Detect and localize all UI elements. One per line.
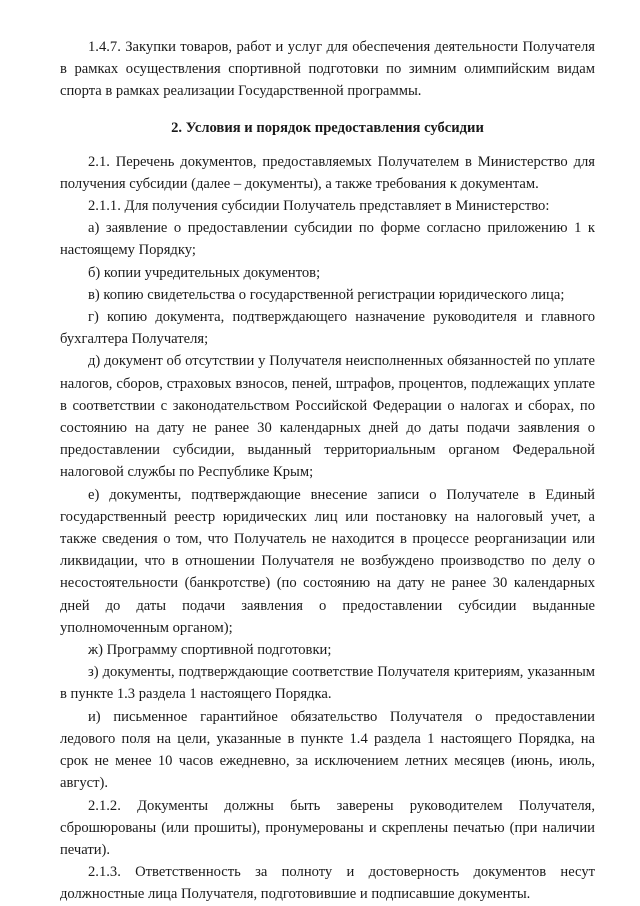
document-page bbox=[60, 36, 595, 906]
paragraph-2-1: 2.1. Перечень документов, предоставляемых Получателем в Министерство для получения субсидии (далее – документы), а также требования к документам. bbox=[60, 153, 595, 192]
list-item-i: и) письменное гарантийное обязательство Получателя о предоставлении ледового поля на цели, указанные в пункте 1.4 раздела 1 настоящего Порядка, на срок не менее 10 часов ежедневно, за исключением летних месяцев (июнь, июль, август). bbox=[60, 708, 595, 792]
paragraph-2-1-3: 2.1.3. Ответственность за полноту и достоверность документов несут должностные лица Получателя, подготовившие и подписавшие документы. bbox=[60, 864, 595, 903]
list-item-b: б) копии учредительных документов; bbox=[88, 264, 321, 281]
paragraph-2-1-1: 2.1.1. Для получения субсидии Получатель представляет в Министерство: bbox=[88, 198, 550, 215]
list-item-zh: ж) Программу спортивной подготовки; bbox=[88, 642, 332, 659]
list-item-d: д) документ об отсутствии у Получателя неисполненных обязанностей по уплате налогов, сборов, страховых взносов, пеней, штрафов, процентов, подлежащих уплате в соответствии с законодательством Российской Федерации о налогах и сборах, по состоянию на дату не ранее 30 календарных дней до даты подачи заявления о предоставлении субсидии, выданный территориальным органом Федеральной налоговой службы по Республике Крым; bbox=[60, 353, 595, 481]
section-title: 2. Условия и порядок предоставления субсидии bbox=[171, 119, 484, 136]
page-bottom-margin bbox=[0, 830, 640, 901]
list-item-v: в) копию свидетельства о государственной регистрации юридического лица; bbox=[88, 286, 565, 303]
list-item-g: г) копию документа, подтверждающего назначение руководителя и главного бухгалтера Получателя; bbox=[60, 309, 595, 348]
paragraph-1-4-7: 1.4.7. Закупки товаров, работ и услуг для обеспечения деятельности Получателя в рамках осуществления спортивной подготовки по зимним олимпийским видам спорта в рамках реализации Государственной программы. bbox=[60, 39, 595, 100]
list-item-e: е) документы, подтверждающие внесение записи о Получателе в Единый государственный реестр юридических лиц или постановку на налоговый учет, а также сведения о том, что Получатель не находится в процессе реорганизации или ликвидации, что в отношении Получателя не возбуждено производство по делу о несостоятельности (банкротстве) (по состоянию на дату не ранее 30 календарных дней до даты подачи заявления о предоставлении субсидии выданные уполномоченным органом); bbox=[60, 486, 595, 636]
paragraph-2-1-2: 2.1.2. Документы должны быть заверены руководителем Получателя, сброшюрованы (или прошиты), пронумерованы и скреплены печатью (при наличии печати). bbox=[60, 797, 595, 858]
list-item-z: з) документы, подтверждающие соответствие Получателя критериям, указанным в пункте 1.3 раздела 1 настоящего Порядка. bbox=[60, 664, 595, 703]
list-item-a: а) заявление о предоставлении субсидии по форме согласно приложению 1 к настоящему Порядку; bbox=[60, 220, 595, 259]
